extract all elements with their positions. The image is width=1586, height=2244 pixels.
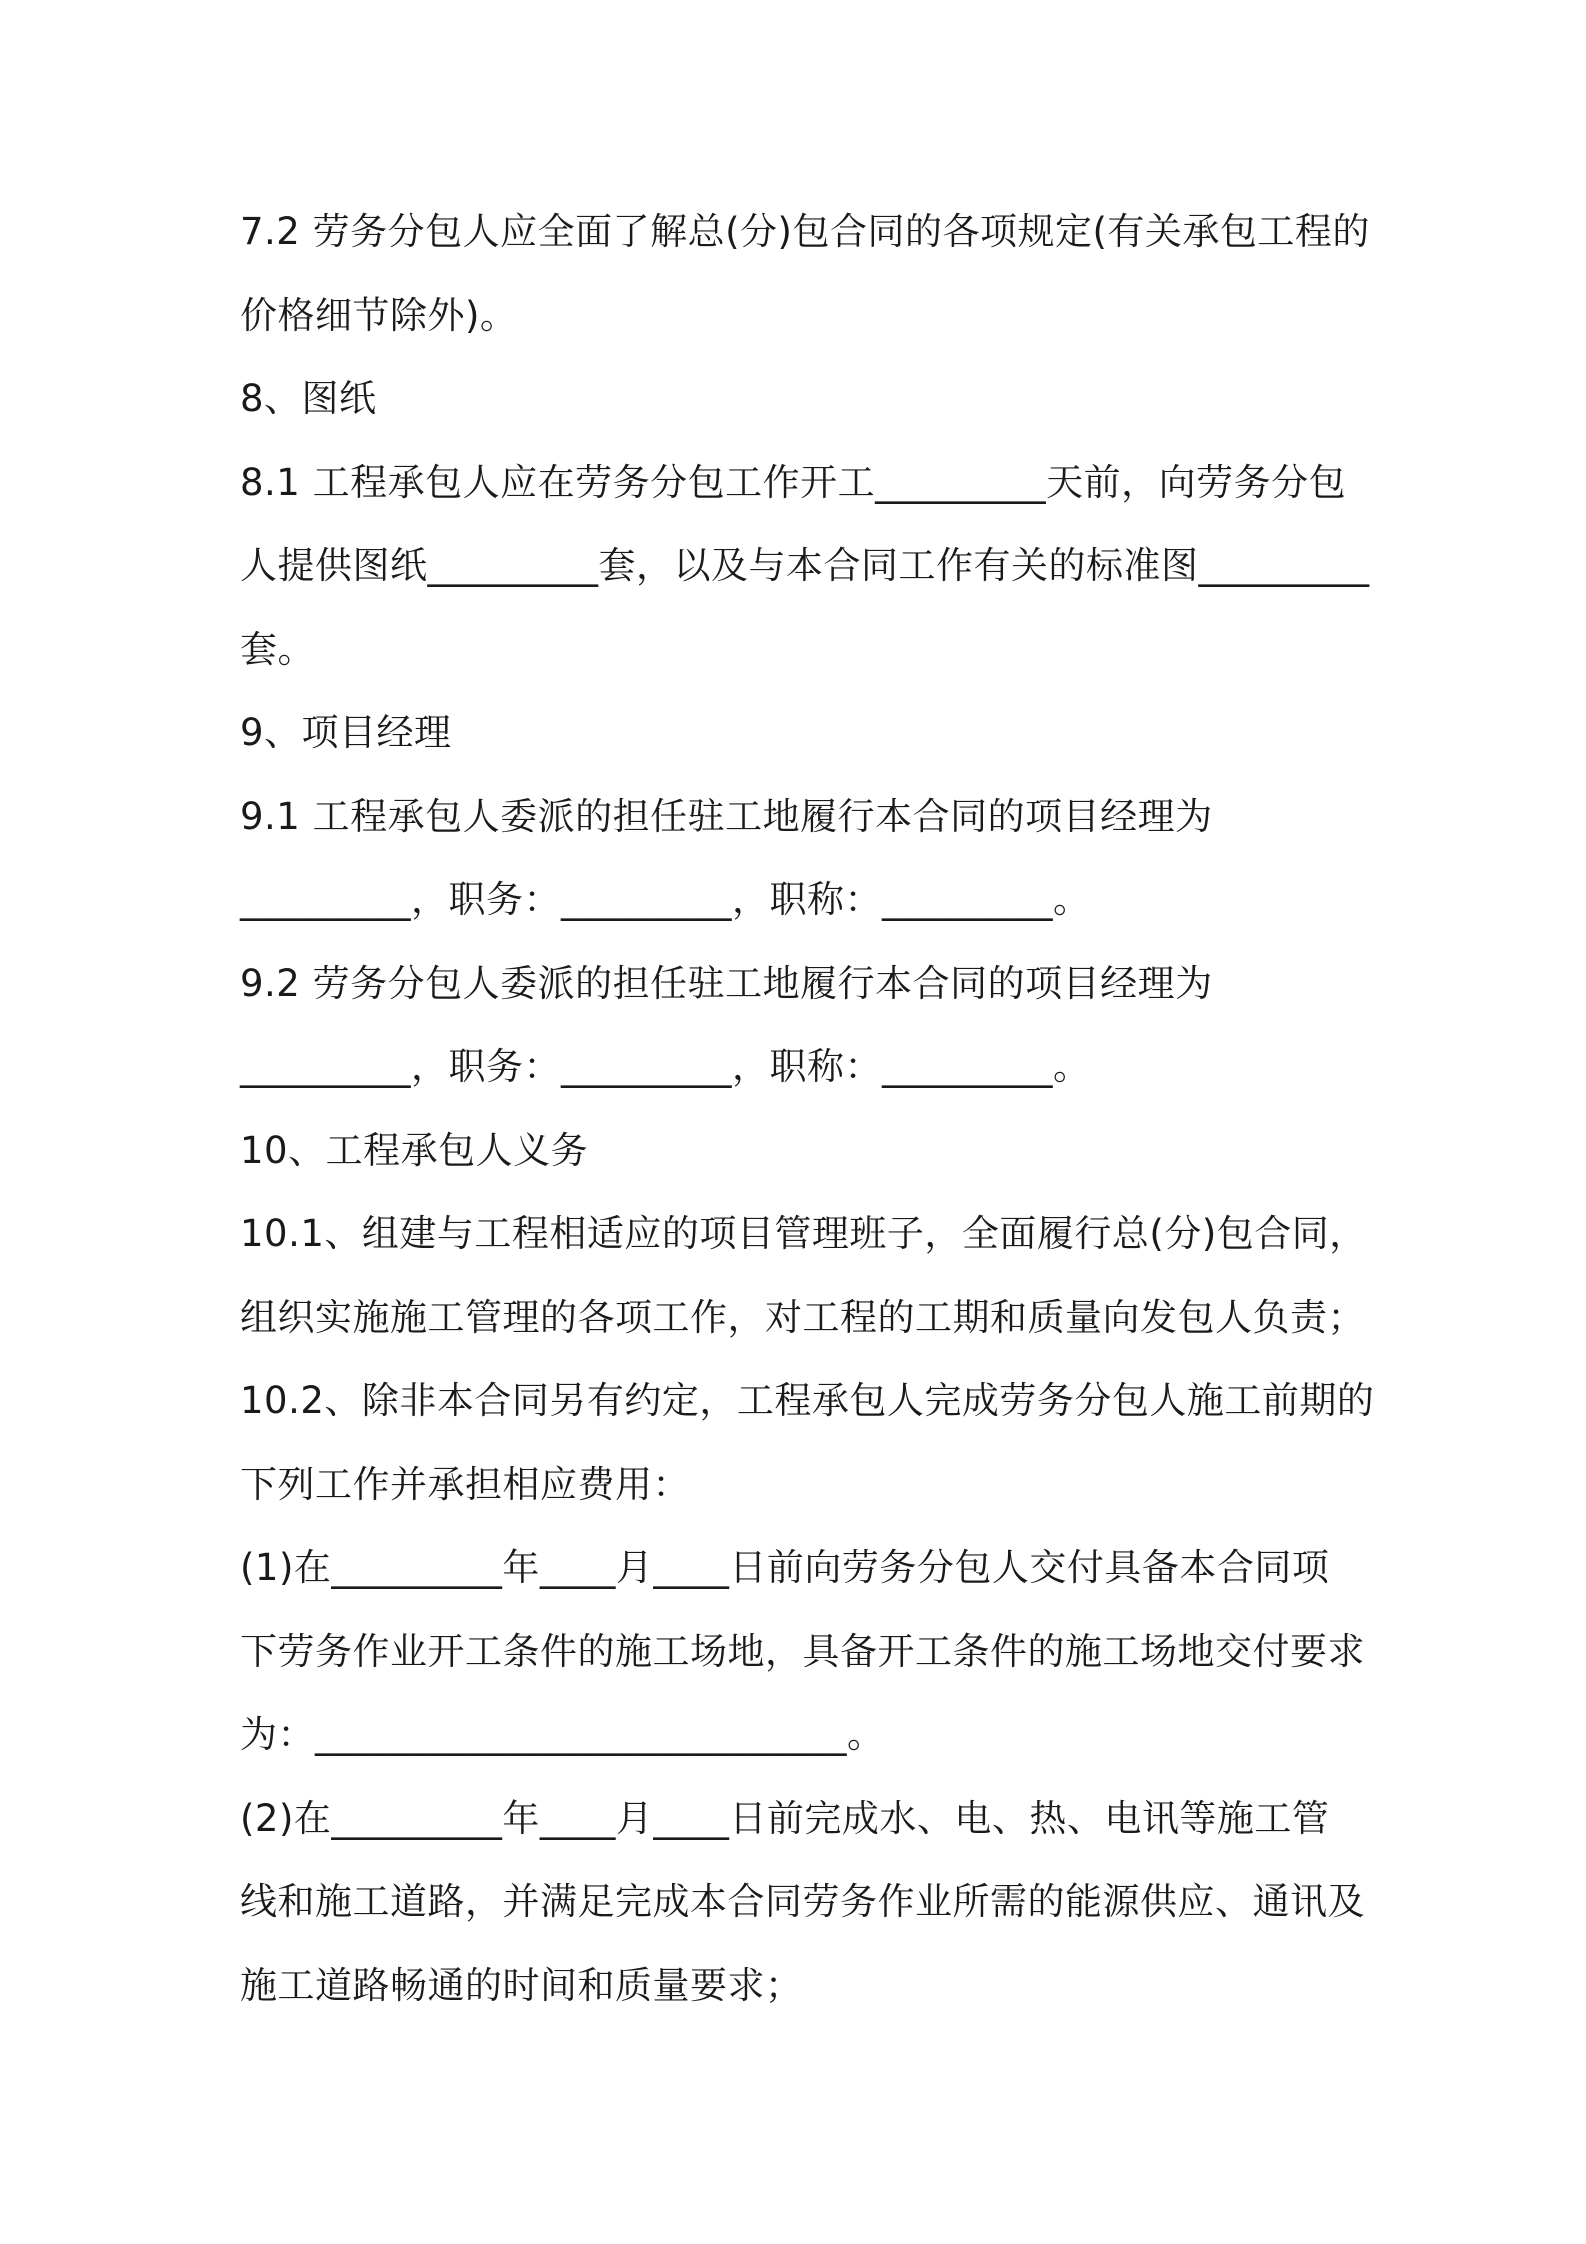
item-2-line-1: (2)在_________年____月____日前完成水、电、热、电讯等施工管 [240,1796,1330,1840]
section-9-heading: 9、项目经理 [240,711,452,754]
item-2-line-2: 线和施工道路，并满足完成本合同劳务作业所需的能源供应、通讯及 [240,1880,1365,1923]
clause-9-2-line-1: 9.2 劳务分包人委派的担任驻工地履行本合同的项目经理为 [240,961,1213,1005]
item-1-line-1: (1)在_________年____月____日前向劳务分包人交付具备本合同项 [240,1546,1330,1589]
clause-8-1-line-2: 人提供图纸_________套，以及与本合同工作有关的标准图_________ [240,544,1370,587]
clause-8-1-line-1: 8.1 工程承包人应在劳务分包工作开工_________天前，向劳务分包 [240,460,1347,504]
clause-10-1-line-2: 组织实施施工管理的各项工作，对工程的工期和质量向发包人负责； [240,1295,1365,1339]
clause-7-2-line-2: 价格细节除外)。 [240,293,518,337]
section-10-heading: 10、工程承包人义务 [240,1128,589,1172]
section-8-heading: 8、图纸 [240,377,377,420]
clause-8-1-line-3: 套。 [240,627,315,671]
contract-text-body [240,190,1375,2027]
clause-9-2-line-2: _________，职务：_________，职称：_________。 [240,1045,1091,1088]
clause-9-1-line-1: 9.1 工程承包人委派的担任驻工地履行本合同的项目经理为 [240,794,1213,838]
item-1-line-2: 下劳务作业开工条件的施工场地，具备开工条件的施工场地交付要求 [240,1629,1365,1673]
clause-10-1-line-1: 10.1、组建与工程相适应的项目管理班子，全面履行总(分)包合同， [240,1212,1367,1255]
clause-9-1-line-2: _________，职务：_________，职称：_________。 [240,878,1091,921]
clause-7-2-line-1: 7.2 劳务分包人应全面了解总(分)包合同的各项规定(有关承包工程的 [240,210,1370,253]
clause-10-2-line-1: 10.2、除非本合同另有约定，工程承包人完成劳务分包人施工前期的 [240,1379,1375,1422]
item-1-line-3: 为：____________________________。 [240,1713,885,1756]
item-2-line-3: 施工道路畅通的时间和质量要求； [240,1963,803,2007]
clause-10-2-line-2: 下列工作并承担相应费用： [240,1462,690,1506]
